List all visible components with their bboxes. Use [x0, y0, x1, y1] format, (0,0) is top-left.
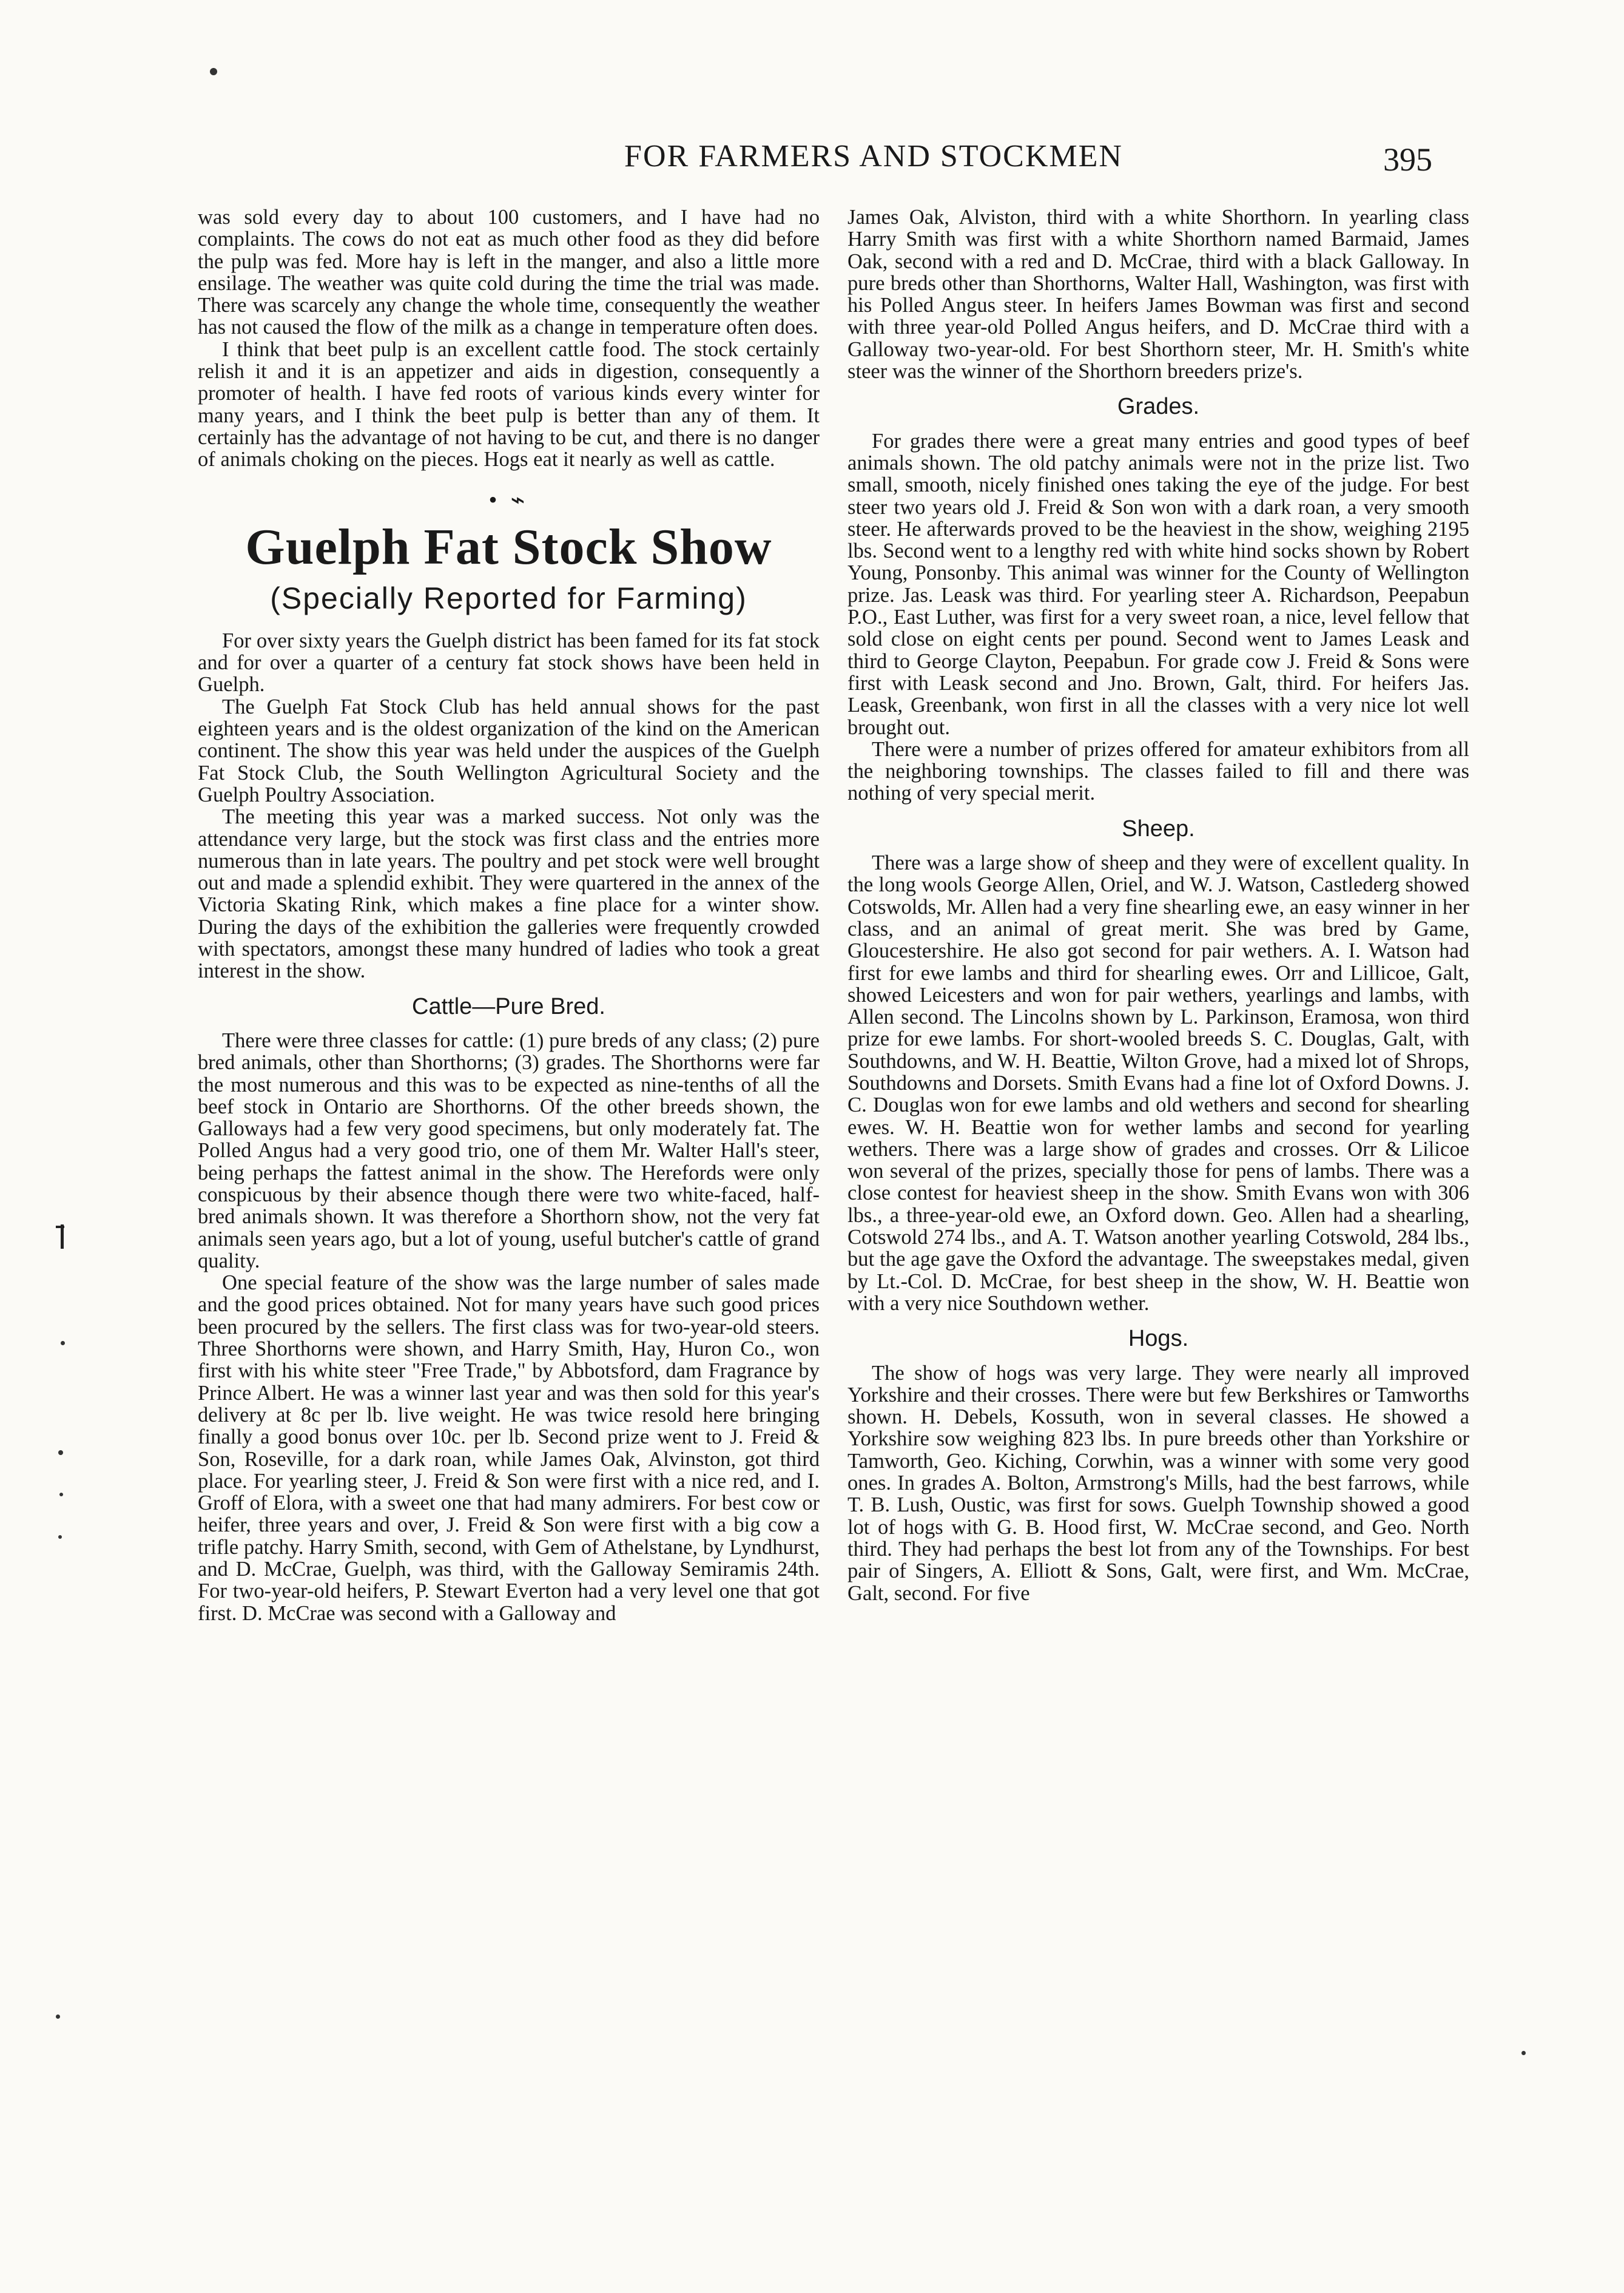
paragraph: For over sixty years the Guelph district has been famed for its fat stock and for over a quarter of a century fat stock shows have been held in Guelph.: [198, 629, 820, 697]
paragraph: There was a large show of sheep and they were of excellent quality. In the long wools George Allen, Oriel, and W. J. Watson, Castlederg showed Cotswolds, Mr. Allen had a very fine shearling ewe, an easy winner in her class, and an animal of great merit. She was bred by Game, Gloucestershire. He also got second for pair wethers. A. I. Watson had first for ewe lambs and third for shearling ewes. Orr and Lillicoe, Galt, showed Leicesters and won for pair wethers, yearlings and lambs, with Allen second. The Lincolns shown by L. Parkinson, Eramosa, won third prize for ewe lambs. For short-wooled breeds S. C. Douglas, Galt, with Southdowns, and W. H. Beattie, Wilton Grove, had a mixed lot of Shrops, Southdowns and Dorsets. Smith Evans had a fine lot of Oxford Downs. J. C. Douglas won for ewe lambs and old wethers and second for shearling ewes. W. H. Beattie won for wether lambs and second for yearling wethers. There was a large show of grades and crosses. Orr & Lilicoe won several of the prizes, specially those for pens of lambs. There was a close contest for heaviest sheep in the show. Smith Evans won with 306 lbs., a three-year-old ewe, an Oxford down. Geo. Allen had a shearling, Cotswold 274 lbs., and A. T. Watson another yearling Cotswold, 284 lbs., but the age gave the Oxford the advantage. The sweepstakes medal, given by Lt.-Col. D. McCrae, for best sheep in the show, W. H. Beattie won with a very nice Southdown wether.: [847, 851, 1469, 1315]
left-column: [198, 206, 820, 1624]
paragraph: For grades there were a great many entries and good types of beef animals shown. The old patchy animals were not in the prize list. Two small, smooth, nicely finished ones taking the eye of the judge. For best steer two years old J. Freid & Son won with a dark roan, a very smooth steer. He afterwards proved to be the heaviest in the show, weighing 2195 lbs. Second went to a lengthy red with white hind socks shown by Robert Young, Ponsonby. This animal was winner for the County of Wellington prize. Jas. Leask was third. For yearling steer A. Richardson, Peepabun P.O., East Luther, was first for a very sweet roan, a nice, level fellow that sold close on eight cents per pound. Second went to James Leask and third to George Clayton, Peepabun. For grade cow J. Freid & Sons were first with Leask second and Jno. Brown, Galt, third. For heifers Jas. Leask, Greenbank, won first in all the classes with a very nice lot well brought out.: [847, 429, 1469, 739]
margin-speck: [58, 1450, 63, 1455]
paragraph: The show of hogs was very large. They were nearly all improved Yorkshire and their crosses. There were but few Berkshires or Tamworths shown. H. Debels, Kossuth, won in several classes. He showed a Yorkshire sow weighing 823 lbs. In pure breeds other than Yorkshire or Tamworth, Geo. Kiching, Corwhin, was a winner with some very good ones. In grades A. Bolton, Armstrong's Mills, had the best farrows, while T. B. Lush, Oustic, was first for sows. Guelph Township showed a good lot of hogs with G. B. Hood first, W. McCrae second, and Geo. North third. They had perhaps the best lot from any of the Townships. For best pair of Singers, A. Elliott & Sons, Galt, were first, and Wm. McCrae, Galt, second. For five: [847, 1361, 1469, 1605]
section-heading-hogs: Hogs.: [1128, 1326, 1189, 1352]
ornament: • ⌁: [488, 485, 529, 513]
paragraph: The meeting this year was a marked success. Not only was the attendance very large, but the stock was first class and the entries more numerous than in late years. The poultry and pet stock were well brought out and made a splendid exhibit. They were quartered in the annex of the Victoria Skating Rink, which makes a fine place for a winter show. During the days of the exhibition the galleries were frequently crowded with spectators, amongst these many hundred of ladies who took a great interest in the show.: [198, 805, 820, 983]
paragraph: There were a number of prizes offered for amateur exhibitors from all the neighboring townships. The classes failed to fill and there was nothing of very special merit.: [847, 737, 1469, 805]
section-heading-sheep: Sheep.: [1122, 816, 1195, 842]
margin-speck: [58, 1535, 62, 1539]
running-head: FOR FARMERS AND STOCKMEN: [624, 139, 1123, 174]
page-number: 395: [1383, 141, 1432, 178]
margin-mark: [61, 1224, 64, 1249]
margin-speck: [59, 1493, 63, 1496]
section-heading-grades: Grades.: [1117, 394, 1200, 420]
paragraph: was sold every day to about 100 customers, and I have had no complaints. The cows do not eat as much other food as they did before the pulp was fed. More hay is left in the manger, and also a little more ensilage. The weather was quite cold during the time the trial was made. There was scarcely any change the whole time, consequently the weather has not caused the flow of the milk as a change in temperature often does.: [198, 206, 820, 339]
article-subtitle: (Specially Reported for Farming): [270, 581, 747, 615]
paragraph: James Oak, Alviston, third with a white Shorthorn. In yearling class Harry Smith was first with a white Shorthorn named Barmaid, James Oak, second with a red and D. McCrae, third with a black Galloway. In pure breds other than Shorthorns, Walter Hall, Washington, was first with his Polled Angus steer. In heifers James Bowman was first and second with three year-old Polled Angus heifers, and D. McCrae third with a Galloway two-year-old. For best Shorthorn steer, Mr. H. Smith's white steer was the winner of the Shorthorn breeders prize's.: [847, 206, 1469, 383]
paragraph: One special feature of the show was the large number of sales made and the good prices obtained. Not for many years have such good prices been procured by the sellers. The first class was for two-year-old steers. Three Shorthorns were shown, and Harry Smith, Hay, Huron Co., won first with his white steer "Free Trade," by Abbotsford, dam Fragrance by Prince Albert. He was a winner last year and was then sold for this year's delivery at 8c per lb. live weight. He was twice resold here bringing finally a good bonus over 10c. per lb. Second prize went to J. Freid & Son, Roseville, for a dark roan, while James Oak, Alvinston, got third place. For yearling steer, J. Freid & Son were first with a nice red, and I. Groff of Elora, with a sweet one that had many admirers. For best cow or heifer, three years and over, J. Freid & Son were first with a big cow a trifle patchy. Harry Smith, second, with Gem of Athelstane, by Lyndhurst, and D. McCrae, Guelph, was third, with the Galloway Semiramis 24th. For two-year-old heifers, P. Stewart Everton had a very level one that got first. D. McCrae was second with a Galloway and: [198, 1271, 820, 1625]
margin-mark: [56, 1226, 64, 1228]
paragraph: The Guelph Fat Stock Club has held annual shows for the past eighteen years and is the oldest organization of the kind on the American continent. The show this year was held under the auspices of the Guelph Fat Stock Club, the South Wellington Agricultural Society and the Guelph Poultry Association.: [198, 695, 820, 806]
right-column: [847, 206, 1469, 1604]
section-heading-cattle: Cattle—Pure Bred.: [412, 993, 605, 1019]
margin-speck: [1521, 2051, 1526, 2055]
paragraph: There were three classes for cattle: (1) pure breds of any class; (2) pure bred animals, other than Shorthorns; (3) grades. The Shorthorns were far the most numerous and this was to be expected as nine-tenths of all the beef stock in Ontario are Shorthorns. Of the other breeds shown, the Galloways had a few very good specimens, but only moderately fat. The Polled Angus had a very good trio, one of them Mr. Walter Hall's steer, being perhaps the fattest animal in the show. The Herefords were only conspicuous by their absence though there were two white-faced, half-bred animals shown. It was therefore a Shorthorn show, not the very fat animals seen years ago, but a lot of young, useful butcher's cattle of grand quality.: [198, 1028, 820, 1272]
margin-speck: [56, 2014, 60, 2019]
margin-speck: [210, 68, 217, 75]
article-title: Guelph Fat Stock Show: [245, 518, 772, 575]
paragraph: I think that beet pulp is an excellent cattle food. The stock certainly relish it and it is an appetizer and aids in digestion, consequently a promoter of health. I have fed roots of various kinds every winter for many years, and I think the beet pulp is better than any of them. It certainly has the advantage of not having to be cut, and there is no danger of animals choking on the pieces. Hogs eat it nearly as well as cattle.: [198, 337, 820, 471]
margin-speck: [61, 1341, 65, 1345]
